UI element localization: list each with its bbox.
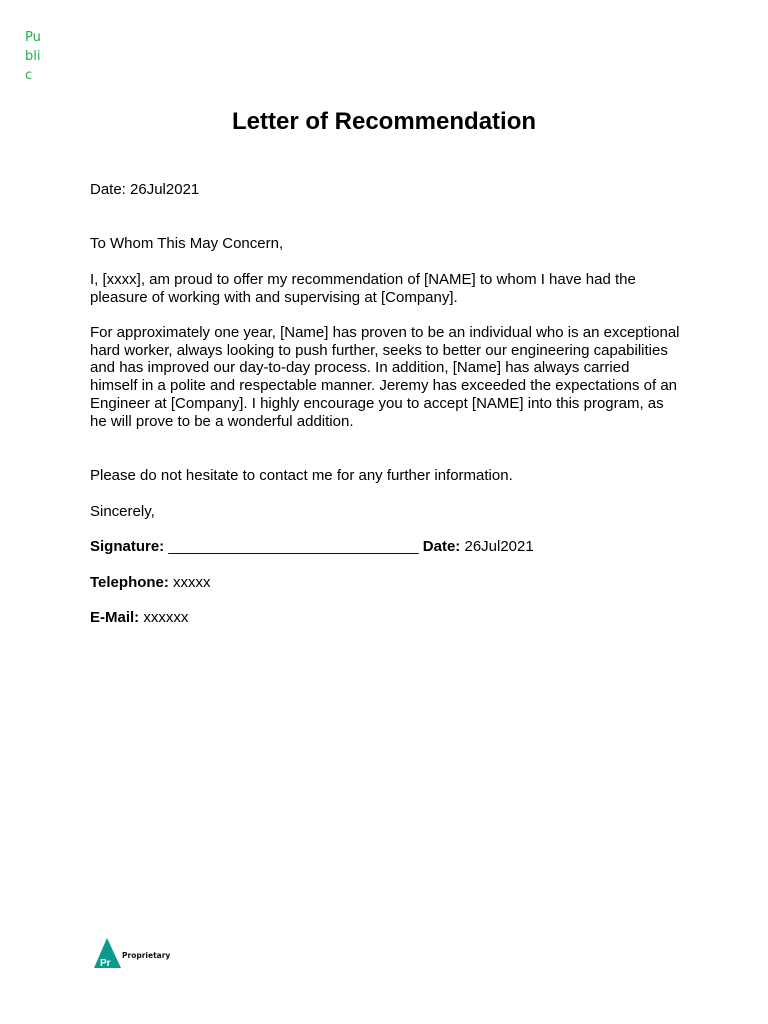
sign-off: Sincerely, <box>90 503 155 520</box>
telephone-value: xxxxx <box>168 574 211 591</box>
signature-date-label: Date: <box>422 538 461 555</box>
signature-label: Signature: <box>90 538 165 555</box>
logo-mark: Pr <box>100 958 111 969</box>
paragraph-body: For approximately one year, [Name] has proven to be an individual who is an exceptional hard worker, always looking to push further, seeks to better our engineering capabilities and has improved our day-to-day process. In addition, [Name] has always carried himself in a polite and respectable manner. Jeremy has exceeded the expectations of an Engineer at [Company]. I highly encourage you to accept [NAME] into this program, as he will prove to be a wonderful addition. <box>90 324 680 430</box>
classification-label: Public <box>25 30 41 83</box>
signature-blank: ______________________________ <box>164 538 423 555</box>
telephone-label: Telephone: <box>90 574 169 591</box>
letter-date: Date: 26Jul2021 <box>90 181 200 198</box>
paragraph-intro: I, [xxxx], am proud to offer my recommendation of [NAME] to whom I have had the pleasure of working with and supervising at [Company]. <box>90 271 636 306</box>
telephone-line <box>90 574 680 592</box>
letter-title: Letter of Recommendation <box>231 108 537 135</box>
email-line <box>90 609 680 627</box>
paragraph-closing: Please do not hesitate to contact me for any further information. <box>90 467 513 484</box>
signature-date-value: 26Jul2021 <box>460 538 534 555</box>
email-label: E-Mail: <box>90 609 140 626</box>
logo-text: Proprietary <box>122 951 171 960</box>
salutation: To Whom This May Concern, <box>90 235 284 252</box>
email-value: xxxxxx <box>139 609 189 626</box>
signature-line <box>90 538 680 556</box>
